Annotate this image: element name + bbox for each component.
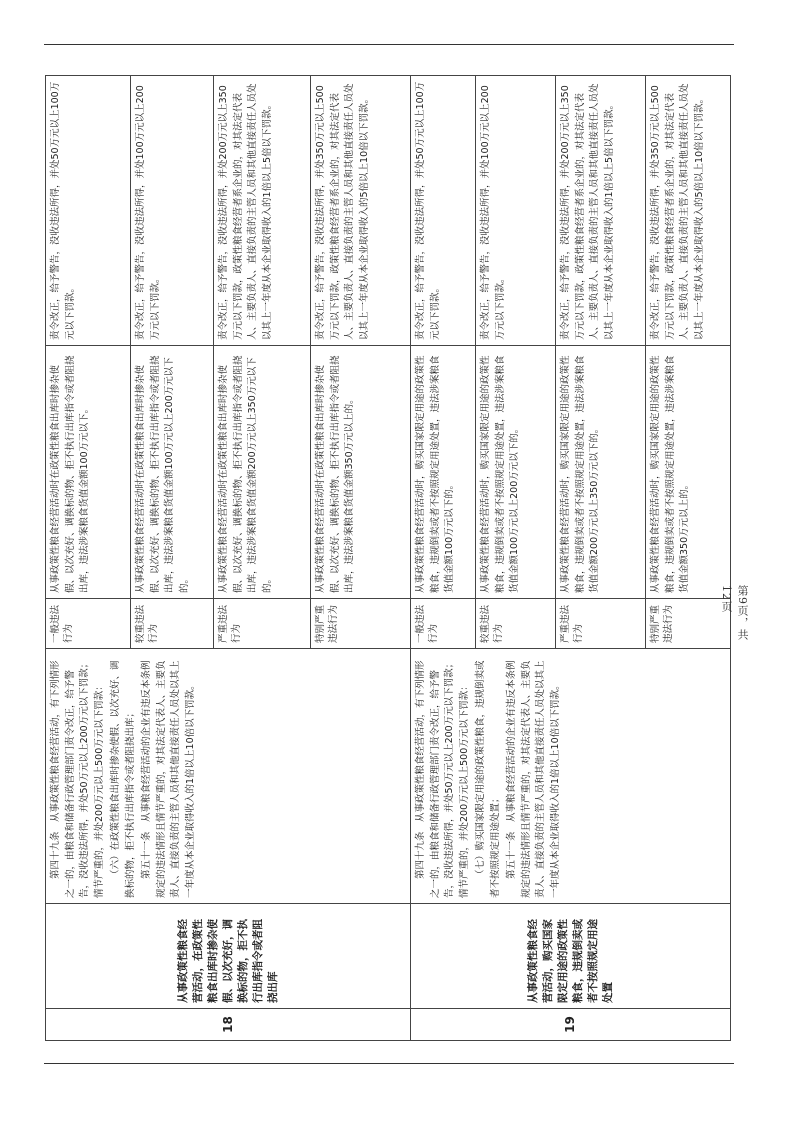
violation-condition: 从事政策性粮食经营活动时，购买国家限定用途的政策性粮食，违规倒卖或者不按照规定用途处置，违法涉案粮食货值金额350万元以上的。 bbox=[646, 346, 731, 599]
violation-condition: 从事政策性粮食经营活动时在政策性粮食出库时掺杂使假、以次充好、调换标的物、拒不执行出库指令或者阻挠出库，违法涉案粮食货值金额200万元以上350万元以下的。 bbox=[214, 346, 311, 599]
violation-item: 从事政策性粮食经营活动，在政策性粮食出库时掺杂使假、以次充好，调换标的物，拒不执行出库指令或者阻挠出库 bbox=[46, 904, 411, 1009]
violation-condition: 从事政策性粮食经营活动时在政策性粮食出库时掺杂使假、以次充好、调换标的物、拒不执行出库指令或者阻挠出库，违法涉案粮食货值金额350万元以上的。 bbox=[311, 346, 411, 599]
basis-paragraph: （六）在政策性粮食出库时掺杂使假、以次充好、调换标的物，拒不执行出库指令或者阻挠出库； bbox=[110, 660, 136, 898]
violation-condition: 从事政策性粮食经营活动时，购买国家限定用途的政策性粮食，违规倒卖或者不按照规定用途处置，违法涉案粮食货值金额100万元以下的。 bbox=[411, 346, 476, 599]
bottom-rule bbox=[44, 1063, 734, 1064]
row-number: 18 bbox=[46, 1009, 411, 1041]
violation-condition: 从事政策性粮食经营活动时在政策性粮食出库时掺杂使假、以次充好、调换标的物、拒不执行出库指令或者阻挠出库，违法涉案粮食货值金额100万元以下。 bbox=[46, 346, 131, 599]
basis-paragraph: （七）购买国家限定用途的政策性粮食，违规倒卖或者不按照规定用途处置； bbox=[475, 660, 501, 898]
basis-paragraph: 第四十九条 从事政策性粮食经营活动，有下列情形之一的，由粮食和储备行政管理部门责令改正，给予警告，没收违法所得，并处50万元以上200万元以下罚款；情节严重的，并处200万元以上500万元以下罚款： bbox=[415, 658, 470, 898]
penalty-standard: 责令改正，给予警告，没收违法所得，并处100万元以上200万元以下罚款。 bbox=[476, 76, 556, 346]
basis-paragraph: 第五十一条 从事粮食经营活动的企业有违反本条例规定的违法情形且情节严重的，对其法定代表人、主要负责人、直接负责的主管人员和其他直接责任人员处以其上一年度从本企业取得收入的1倍以上10倍以下罚款。 bbox=[141, 660, 196, 898]
penalty-standard: 责令改正，给予警告，没收违法所得，并处350万元以上500万元以下罚款，政策性粮食经营者系企业的，对其法定代表人、主要负责人、直接负责的主管人员和其他直接责任人员处以其上一年度从本企业取得收入的5倍以上10倍以下罚款。 bbox=[311, 76, 411, 346]
severity-level: 一般违法行为 bbox=[46, 599, 131, 649]
table-row bbox=[46, 76, 131, 1041]
legal-basis bbox=[411, 649, 731, 904]
basis-paragraph: 第四十九条 从事政策性粮食经营活动，有下列情形之一的，由粮食和储备行政管理部门责令改正，给予警告，没收违法所得，并处50万元以上200万元以下罚款；情节严重的，并处200万元以上500万元以下罚款： bbox=[50, 658, 105, 898]
penalty-standard: 责令改正，给予警告，没收违法所得，并处200万元以上350万元以下罚款，政策性粮食经营者系企业的，对其法定代表人、主要负责人、直接负责的主管人员和其他直接责任人员处以其上一年度从本企业取得收入的1倍以上5倍以下罚款。 bbox=[556, 76, 646, 346]
severity-level: 严重违法行为 bbox=[556, 599, 646, 649]
legal-basis bbox=[46, 649, 411, 904]
penalty-table bbox=[45, 75, 731, 1041]
severity-level: 特别严重违法行为 bbox=[311, 599, 411, 649]
severity-level: 特别严重违法行为 bbox=[646, 599, 731, 649]
violation-condition: 从事政策性粮食经营活动时，购买国家限定用途的政策性粮食，违规倒卖或者不按照规定用途处置，违法涉案粮食货值金额200万元以上350万元以下的。 bbox=[556, 346, 646, 599]
penalty-standard: 责令改正，给予警告，没收违法所得，并处50万元以上100万元以下罚款。 bbox=[46, 76, 131, 346]
severity-level: 一般违法行为 bbox=[411, 599, 476, 649]
severity-level: 较重违法行为 bbox=[131, 599, 214, 649]
basis-paragraph: 第五十一条 从事粮食经营活动的企业有违反本条例规定的违法情形且情节严重的，对其法定代表人、主要负责人、直接负责的主管人员和其他直接责任人员处以其上一年度从本企业取得收入的1倍以上10倍以下罚款。 bbox=[506, 660, 561, 898]
page-number: 第9页，共12页 bbox=[720, 585, 749, 641]
violation-item: 从事政策性粮食经营活动，购买国家限定用途的政策性粮食，违规倒卖或者不按照规定用途处置 bbox=[411, 904, 731, 1009]
violation-condition: 从事政策性粮食经营活动时，购买国家限定用途的政策性粮食，违规倒卖或者不按照规定用途处置，违法涉案粮食货值金额100万元以上200万元以下的。 bbox=[476, 346, 556, 599]
top-rule bbox=[44, 44, 734, 45]
rotated-table-container bbox=[45, 76, 732, 1041]
row-number: 19 bbox=[411, 1009, 731, 1041]
penalty-standard: 责令改正，给予警告，没收违法所得，并处350万元以上500万元以下罚款，政策性粮食经营者系企业的，对其法定代表人、主要负责人、直接负责的主管人员和其他直接责任人员处以其上一年度从本企业取得收入的5倍以上10倍以下罚款。 bbox=[646, 76, 731, 346]
table-row bbox=[411, 76, 476, 1041]
violation-condition: 从事政策性粮食经营活动时在政策性粮食出库时掺杂使假、以次充好、调换标的物、拒不执行出库指令或者阻挠出库，违法涉案粮食货值金额100万元以上200万元以下的。 bbox=[131, 346, 214, 599]
severity-level: 严重违法行为 bbox=[214, 599, 311, 649]
penalty-standard: 责令改正，给予警告，没收违法所得，并处100万元以上200万元以下罚款。 bbox=[131, 76, 214, 346]
severity-level: 较重违法行为 bbox=[476, 599, 556, 649]
penalty-standard: 责令改正，给予警告，没收违法所得，并处50万元以上100万元以下罚款。 bbox=[411, 76, 476, 346]
penalty-standard: 责令改正，给予警告，没收违法所得，并处200万元以上350万元以下罚款，政策性粮食经营者系企业的，对其法定代表人、主要负责人、直接负责的主管人员和其他直接责任人员处以其上一年度从本企业取得收入的1倍以上5倍以下罚款。 bbox=[214, 76, 311, 346]
